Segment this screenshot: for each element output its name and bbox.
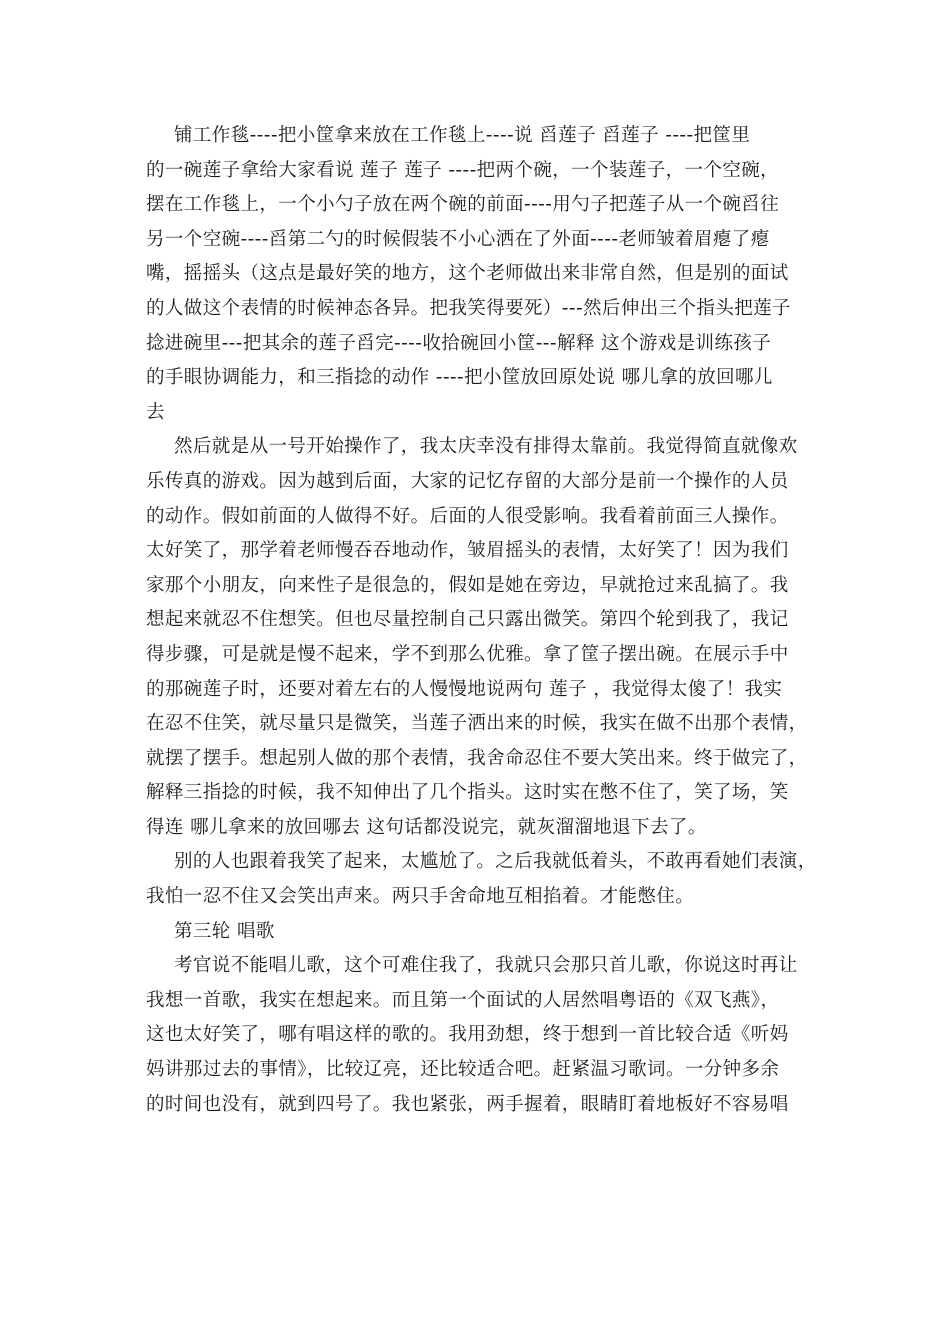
text-line: 另一个空碗----舀第二勺的时候假装不小心洒在了外面----老师皱着眉瘪了瘪 [146, 228, 770, 250]
text-line: 摆在工作毯上，一个小勺子放在两个碗的前面----用勺子把莲子从一个碗舀往 [146, 194, 780, 216]
text-line: 想起来就忍不住想笑。但也尽量控制自己只露出微笑。第四个轮到我了，我记 [146, 609, 789, 631]
text-line: 得连 哪儿拿来的放回哪去 这句话都没说完，就灰溜溜地退下去了。 [146, 816, 707, 838]
text-line: 在忍不住笑，就尽量只是微笑，当莲子洒出来的时候，我实在做不出那个表情， [146, 713, 808, 735]
text-line: 就摆了摆手。想起别人做的那个表情，我舍命忍住不要大笑出来。终于做完了， [146, 747, 808, 769]
text-line: 这也太好笑了，哪有唱这样的歌的。我用劲想，终于想到一首比较合适《听妈 [146, 1024, 789, 1046]
text-line: 的那碗莲子时，还要对着左右的人慢慢地说两句 莲子 ，我觉得太傻了！我实 [146, 678, 783, 700]
text-line: 的一碗莲子拿给大家看说 莲子 莲子 ----把两个碗，一个装莲子，一个空碗， [146, 159, 780, 181]
text-line: 然后就是从一号开始操作了，我太庆幸没有排得太靠前。我觉得简直就像欢 [174, 436, 798, 458]
text-line: 妈讲那过去的事情》，比较辽亮，还比较适合吧。赶紧温习歌词。一分钟多余 [146, 1059, 780, 1081]
text-line: 乐传真的游戏。因为越到后面，大家的记忆存留的大部分是前一个操作的人员 [146, 470, 789, 492]
text-line: 别的人也跟着我笑了起来，太尴尬了。之后我就低着头，不敢再看她们表演， [174, 851, 817, 873]
text-line: 我怕一忍不住又会笑出声来。两只手舍命地互相掐着。才能憋住。 [146, 886, 695, 908]
text-line: 太好笑了，那学着老师慢吞吞地动作，皱眉摇头的表情，太好笑了！因为我们 [146, 540, 789, 562]
text-line: 的人做这个表情的时候神态各异。把我笑得要死）---然后伸出三个指头把莲子 [146, 297, 791, 319]
text-line: 的时间也没有，就到四号了。我也紧张，两手握着，眼睛盯着地板好不容易唱 [146, 1093, 789, 1115]
text-line: 解释三指捻的时候，我不知伸出了几个指头。这时实在憋不住了，笑了场，笑 [146, 782, 789, 804]
text-line: 得步骤，可是就是慢不起来，学不到那么优雅。拿了筐子摆出碗。在展示手中 [146, 643, 789, 665]
text-line: 嘴，摇摇头（这点是最好笑的地方，这个老师做出来非常自然，但是别的面试 [146, 263, 789, 285]
text-line: 去 [146, 401, 165, 423]
text-line: 考官说不能唱儿歌，这个可难住我了，我就只会那只首儿歌，你说这时再让 [174, 955, 798, 977]
text-line: 的手眼协调能力，和三指捻的动作 ----把小筐放回原处说 哪儿拿的放回哪儿 [146, 367, 773, 389]
text-line: 家那个小朋友，向来性子是很急的，假如是她在旁边，早就抢过来乱搞了。我 [146, 574, 789, 596]
document-body [146, 119, 816, 1122]
text-line: 第三轮 唱歌 [174, 920, 275, 942]
text-line: 捻进碗里---把其余的莲子舀完----收拾碗回小筐---解释 这个游戏是训练孩子 [146, 332, 772, 354]
text-line: 我想一首歌，我实在想起来。而且第一个面试的人居然唱粤语的《双飞燕》， [146, 989, 780, 1011]
text-line: 的动作。假如前面的人做得不好。后面的人很受影响。我看着前面三人操作。 [146, 505, 789, 527]
text-line: 铺工作毯----把小筐拿来放在工作毯上----说 舀莲子 舀莲子 ----把筐里 [174, 125, 751, 146]
